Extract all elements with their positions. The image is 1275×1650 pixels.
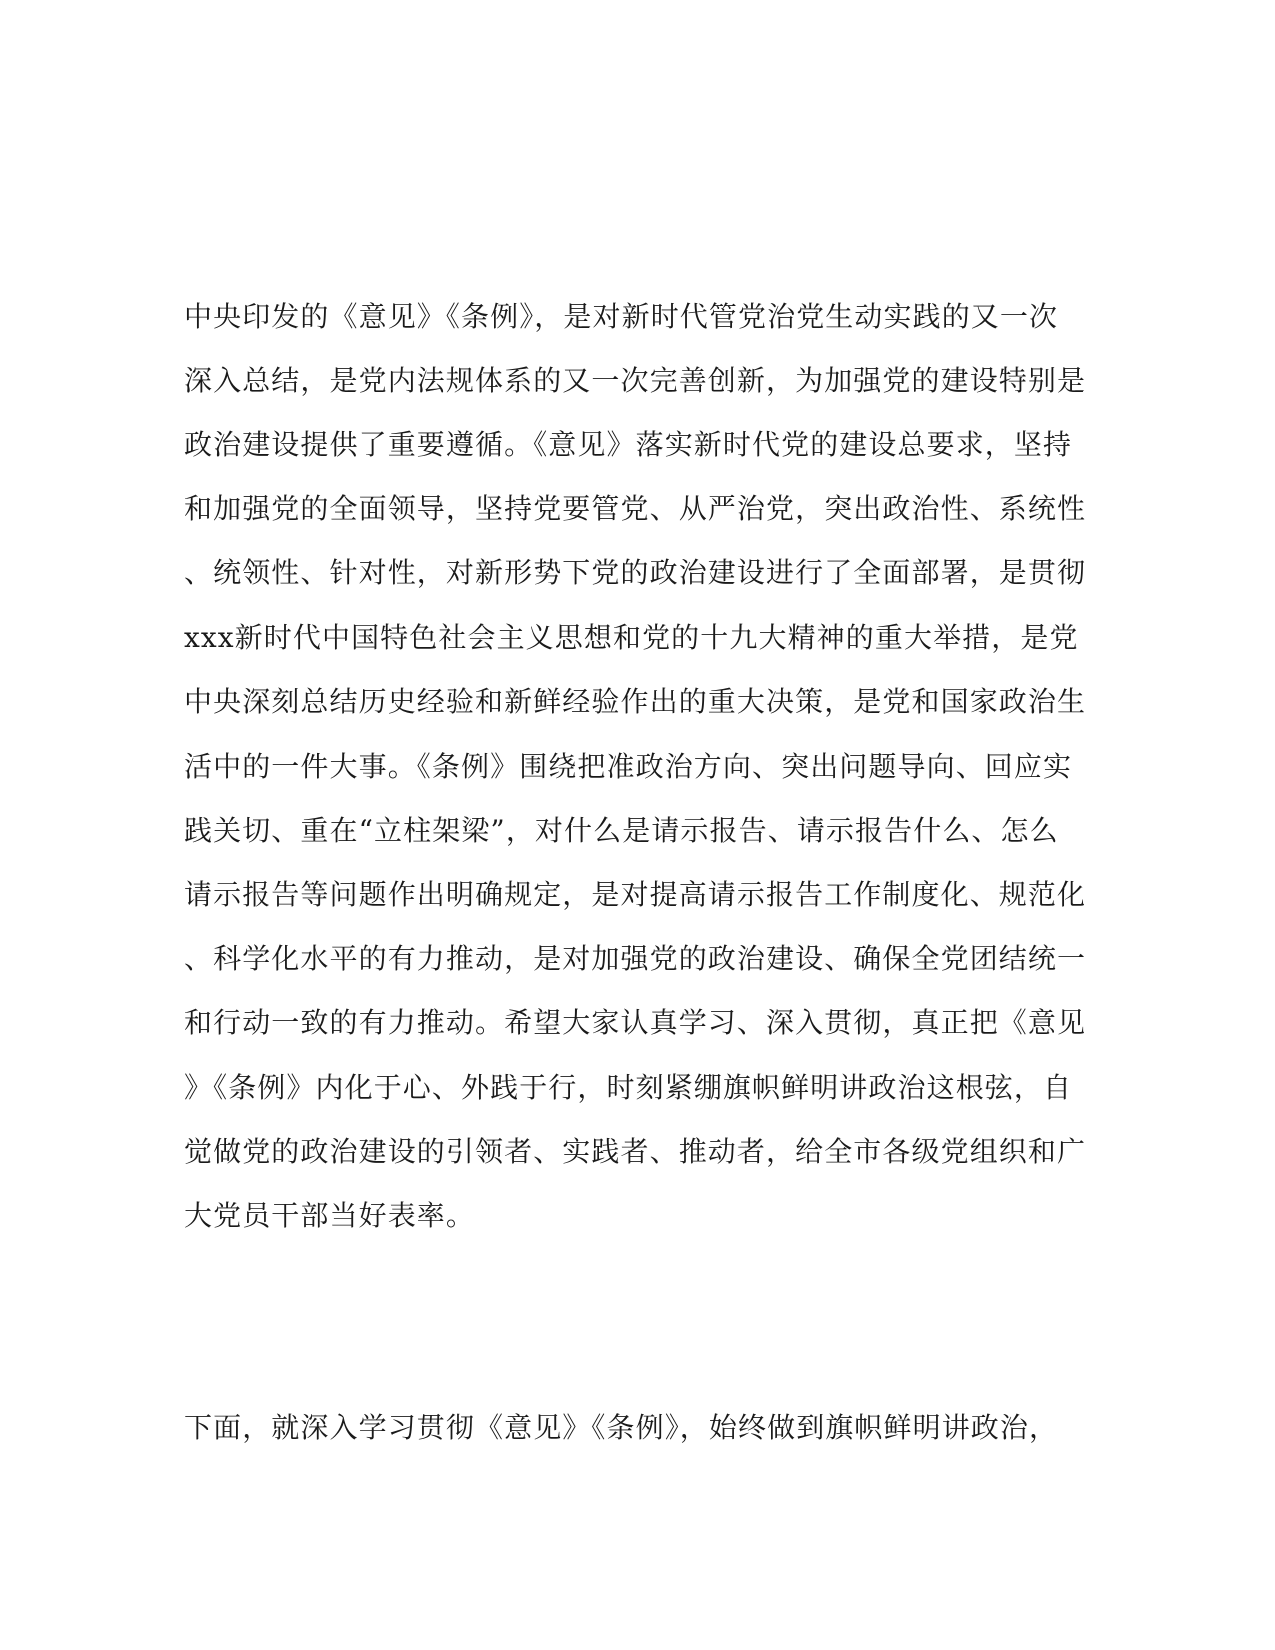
paragraph-1-line-1: 中央印发的《意见》《条例》，是对新时代管党治党生动实践的又一次: [184, 300, 1059, 333]
paragraph-1-line-5: 、统领性、针对性，对新形势下党的政治建设进行了全面部署，是贯彻: [184, 556, 1087, 589]
paragraph-1-line-2: 深入总结，是党内法规体系的又一次完善创新，为加强党的建设特别是: [184, 364, 1087, 397]
paragraph-1-line-10: 请示报告等问题作出明确规定，是对提高请示报告工作制度化、规范化: [184, 878, 1087, 911]
paragraph-1-line-12: 和行动一致的有力推动。希望大家认真学习、深入贯彻，真正把《意见: [184, 1006, 1087, 1039]
paragraph-1-line-8: 活中的一件大事。《条例》围绕把准政治方向、突出问题导向、回应实: [184, 750, 1073, 783]
paragraph-1-line-3: 政治建设提供了重要遵循。《意见》落实新时代党的建设总要求，坚持: [184, 428, 1073, 461]
paragraph-1-line-11: 、科学化水平的有力推动，是对加强党的政治建设、确保全党团结统一: [184, 942, 1087, 975]
paragraph-1-line-6: xxx新时代中国特色社会主义思想和党的十九大精神的重大举措，是党: [184, 621, 1079, 654]
paragraph-1-line-14: 觉做党的政治建设的引领者、实践者、推动者，给全市各级党组织和广: [184, 1135, 1087, 1168]
paragraph-2-line-1: 下面，就深入学习贯彻《意见》《条例》，始终做到旗帜鲜明讲政治，: [184, 1411, 1059, 1444]
paragraph-1-line-4: 和加强党的全面领导，坚持党要管党、从严治党，突出政治性、系统性: [184, 492, 1087, 525]
paragraph-1-line-13: 》《条例》内化于心、外践于行，时刻紧绷旗帜鲜明讲政治这根弦，自: [184, 1071, 1073, 1104]
paragraph-1-line-15: 大党员干部当好表率。: [184, 1199, 476, 1232]
paragraph-1-line-7: 中央深刻总结历史经验和新鲜经验作出的重大决策，是党和国家政治生: [184, 685, 1087, 718]
paragraph-1-line-9: 践关切、重在“立柱架梁”，对什么是请示报告、请示报告什么、怎么: [184, 814, 1059, 847]
